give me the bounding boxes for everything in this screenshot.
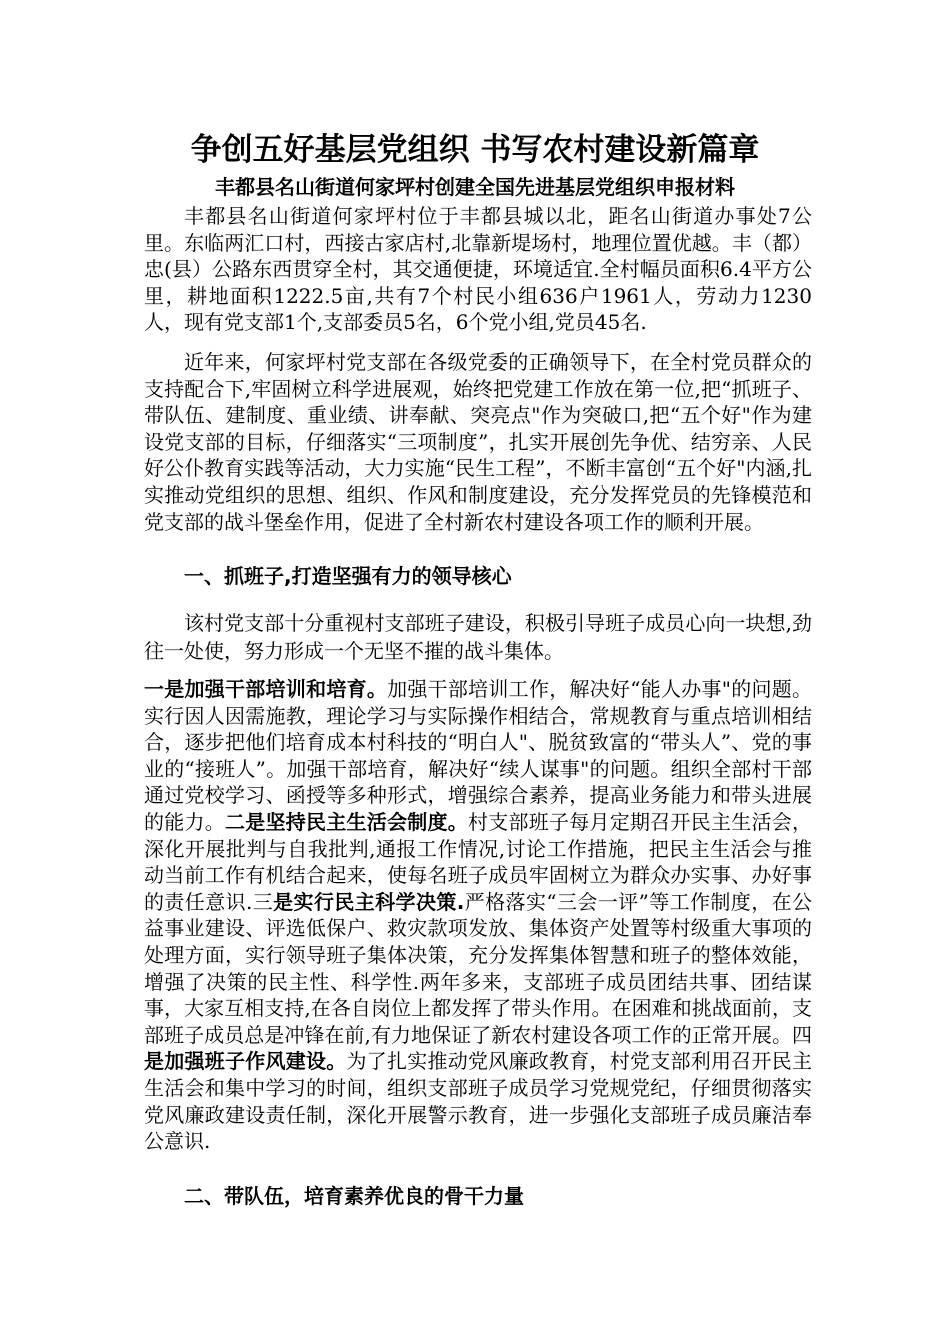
point-4-text: 为了扎实推动党风廉政教育，村党支部利用召开民主生活会和集中学习的时间，组织支部班子成员学习党规党纪，仔细贯彻落实党风廉政建设责任制，深化开展警示教育，进一步强化支部班子成员廉洁奉公意识.: [144, 1049, 812, 1154]
point-4-title: 是加强班子作风建设。: [144, 1049, 347, 1074]
document-subtitle: 丰都县名山街道何家坪村创建全国先进基层党组织申报材料: [215, 175, 735, 199]
point-3-title: 是实行民主科学决策.: [273, 889, 465, 914]
point-1-title: 一是加强干部培训和培育。: [144, 677, 388, 701]
point-1-text: 加强干部培训工作，解决好“能人办事"的问题。实行因人因需施教，理论学习与实际操作相结合，常规教育与重点培训相结合，逐步把他们培育成本村科技的“明白人"、脱贫致富的“带头人”、党的事业的“接班人”。加强干部培育，解决好“续人谋事"的问题。组织全部村干部通过党校学习、函授等多种形式，增强综合素养，提高业务能力和带头进展的能力。: [144, 677, 812, 834]
section-1-heading: 一、抓班子,打造坚强有力的领导核心: [184, 564, 512, 588]
intro-paragraph-2: 近年来，何家坪村党支部在各级党委的正确领导下，在全村党员群众的支持配合下,牢固树立科学进展观，始终把党建工作放在第一位,把“抓班子、带队伍、建制度、重业绩、讲奉献、突亮点"作为突破口,把“五个好"作为建设党支部的目标，仔细落实“三项制度”，扎实开展创先争优、结穷亲、人民好公仆教育实践等活动，大力实施“民生工程”，不断丰富创“五个好"内涵,扎实推动党组织的思想、组织、作风和制度建设，充分发挥党员的先锋模范和党支部的战斗堡垒作用，促进了全村新农村建设各项工作的顺利开展。: [144, 350, 812, 534]
document-title: 争创五好基层党组织 书写农村建设新篇章: [190, 132, 760, 168]
point-3-text: 严格落实“三会一评”等工作制度，在公益事业建设、评选低保户、救灾款项发放、集体资产处置等村级重大事项的处理方面，实行领导班子集体决策，充分发挥集体智慧和班子的整体效能，增强了决策的民主性、科学性.两年多来，支部班子成员团结共事、团结谋事，大家互相支持,在各自岗位上都发挥了带头作用。在困难和挑战面前，支部班子成员总是冲锋在前,有力地保证了新农村建设各项工作的正常开展。四: [144, 889, 812, 1047]
point-2-text: 村支部班子每月定期召开民主生活会，深化开展批判与自我批判,通报工作情况,讨论工作措施，把民主生活会与推动当前工作有机结合起来，使每名班子成员牢固树立为群众办实事、办好事的责任意识.三: [144, 809, 812, 914]
intro-paragraph-1: 丰都县名山街道何家坪村位于丰都县城以北，距名山街道办事处7公里。东临两汇口村，西接古家店村,北靠新堤场村，地理位置优越。丰（都）忠(县）公路东西贯穿全村，其交通便捷，环境适宜.全村幅员面积6.4平方公里，耕地面积1222.5亩,共有7个村民小组636户1961人，劳动力1230人，现有党支部1个,支部委员5名，6个党小组,党员45名.: [144, 204, 812, 335]
point-2-title: 二是坚持民主生活会制度。: [225, 809, 468, 834]
section-1-body: [144, 676, 812, 1155]
section-1-lead: 该村党支部十分重视村支部班子建设，积极引导班子成员心向一块想,劲往一处使，努力形成一个无坚不摧的战斗集体。: [144, 611, 812, 663]
section-2-heading: 二、带队伍，培育素养优良的骨干力量: [184, 1184, 524, 1208]
